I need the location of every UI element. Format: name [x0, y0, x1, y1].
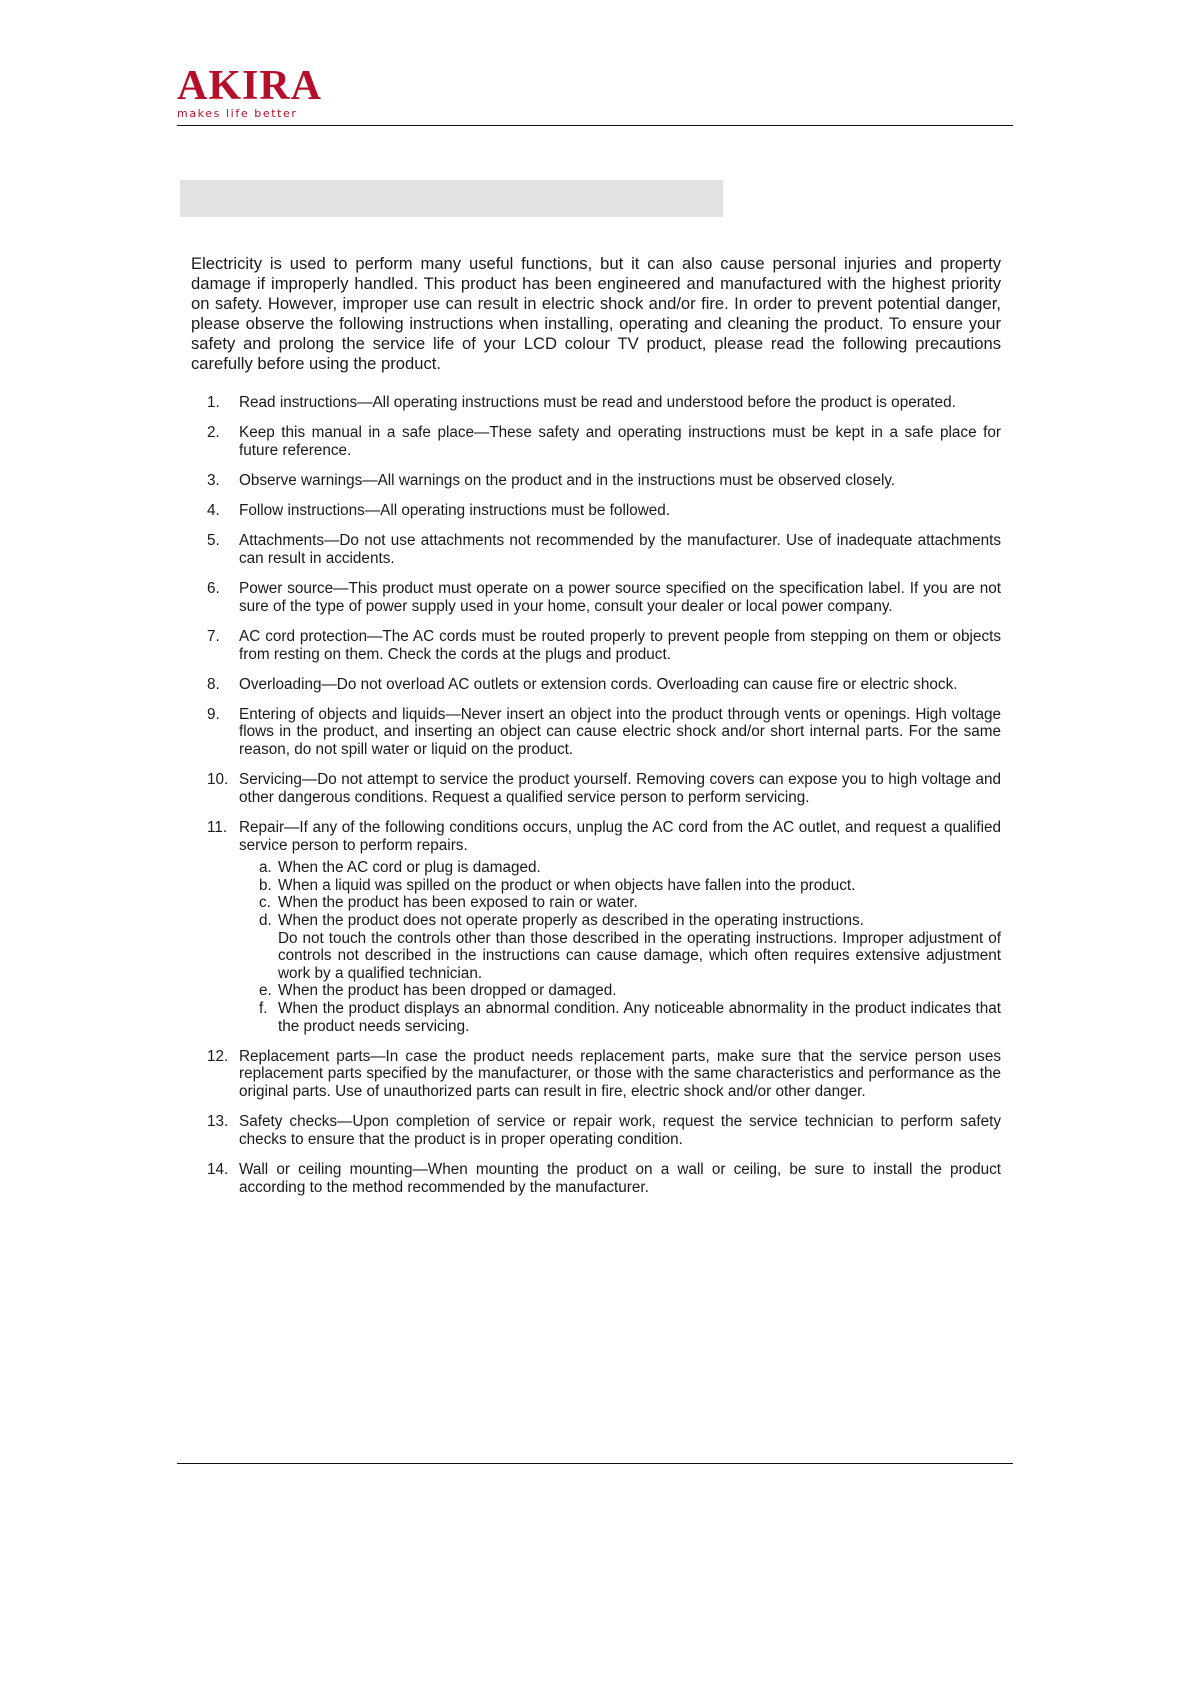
sublist-item: [239, 982, 1001, 1000]
item-text: Wall or ceiling mounting—When mounting the product on a wall or ceiling, be sure to install the product according to the method recommended by the manufacturer.: [239, 1160, 1001, 1196]
section-title-bar: [180, 180, 723, 217]
item-number: 12.: [207, 1047, 229, 1065]
item-text: Power source—This product must operate on a power source specified on the specification label. If you are not sure of the type of power supply used in your home, consult your dealer or local power company.: [239, 580, 1001, 615]
intro-paragraph: Electricity is used to perform many useful functions, but it can also cause personal injuries and property damage if improperly handled. This product has been engineered and manufactured with the highest priority on safety. However, improper use can result in electric shock and/or fire. In order to prevent potential danger, please observe the following instructions when installing, operating and cleaning the product. To ensure your safety and prolong the service life of your LCD colour TV product, please read the following precautions carefully before using the product.: [191, 254, 1001, 373]
sub-text: When a liquid was spilled on the product or when objects have fallen into the product.: [278, 876, 856, 894]
sub-letter: d.: [259, 912, 272, 929]
item-text: Overloading—Do not overload AC outlets or extension cords. Overloading can cause fire or electric shock.: [239, 675, 958, 693]
brand-logo: [177, 63, 357, 120]
repair-conditions-list: [239, 859, 1001, 1035]
sub-text: When the product has been exposed to rain or water.: [278, 894, 638, 912]
sub-text: When the product has been dropped or damaged.: [278, 982, 617, 1000]
item-number: 5.: [207, 532, 220, 550]
item-number: 11.: [207, 819, 228, 837]
sublist-item: [239, 894, 1001, 912]
item-text: Replacement parts—In case the product needs replacement parts, make sure that the service person uses replacement parts specified by the manufacturer, or those with the same characteristics and performance as the original parts. Use of unauthorized parts can result in fire, electric shock and/or other danger.: [239, 1047, 1001, 1100]
list-item: [207, 424, 1001, 459]
item-number: 4.: [207, 502, 220, 520]
sublist-item: [239, 1000, 1001, 1035]
sub-letter: a.: [259, 859, 272, 877]
sub-text: When the product does not operate properly as described in the operating instructions.: [278, 912, 864, 929]
footer-rule: [177, 1463, 1013, 1464]
safety-instructions-list: [207, 394, 1001, 1209]
header-rule: [177, 125, 1013, 126]
item-text: Repair—If any of the following conditions occurs, unplug the AC cord from the AC outlet, and request a qualified service person to perform repairs.: [239, 819, 1001, 854]
item-text: Attachments—Do not use attachments not recommended by the manufacturer. Use of inadequate attachments can result in accidents.: [239, 532, 1001, 567]
item-number: 10.: [207, 771, 229, 789]
sub-text: When the product displays an abnormal condition. Any noticeable abnormality in the product indicates that the product needs servicing.: [278, 999, 1001, 1035]
item-text: AC cord protection—The AC cords must be routed properly to prevent people from stepping on them or objects from resting on them. Check the cords at the plugs and product.: [239, 627, 1001, 663]
list-item: [207, 1161, 1001, 1196]
list-item: [207, 676, 1001, 694]
list-item: [207, 771, 1001, 806]
item-number: 14.: [207, 1160, 229, 1178]
item-number: 6.: [207, 580, 220, 598]
item-text: Follow instructions—All operating instructions must be followed.: [239, 502, 671, 520]
list-item: [207, 580, 1001, 615]
sub-letter: e.: [259, 982, 272, 1000]
sublist-item: [239, 877, 1001, 895]
list-item: [207, 394, 1001, 412]
sub-letter: f.: [259, 999, 268, 1017]
item-text: Safety checks—Upon completion of service or repair work, request the service technician to perform safety checks to ensure that the product is in proper operating condition.: [239, 1113, 1001, 1148]
sublist-item: [239, 912, 1001, 982]
item-text: Keep this manual in a safe place—These safety and operating instructions must be kept in a safe place for future reference.: [239, 424, 1001, 459]
sublist-item: [239, 859, 1001, 877]
item-text: Read instructions—All operating instructions must be read and understood before the product is operated.: [239, 394, 956, 411]
list-item: [207, 819, 1001, 1035]
item-text: Observe warnings—All warnings on the product and in the instructions must be observed closely.: [239, 471, 896, 489]
item-number: 1.: [207, 394, 220, 411]
list-item: [207, 532, 1001, 567]
sub-letter: b.: [259, 876, 272, 894]
sub-note: Do not touch the controls other than those described in the operating instructions. Improper adjustment of controls not described in the instructions can cause damage, which often requires extensive adjustment work by a qualified technician.: [278, 929, 1001, 982]
list-item: [207, 1113, 1001, 1148]
sub-text: When the AC cord or plug is damaged.: [278, 859, 541, 877]
item-number: 8.: [207, 675, 220, 693]
item-text: Servicing—Do not attempt to service the product yourself. Removing covers can expose you to high voltage and other dangerous conditions. Request a qualified service person to perform servicing.: [239, 771, 1001, 806]
item-number: 3.: [207, 471, 220, 489]
logo-wordmark: AKIRA: [177, 63, 323, 109]
logo-tagline: makes life better: [177, 107, 298, 120]
item-number: 9.: [207, 705, 220, 723]
list-item: [207, 706, 1001, 759]
item-number: 7.: [207, 627, 220, 645]
item-number: 2.: [207, 424, 220, 442]
list-item: [207, 472, 1001, 490]
list-item: [207, 1048, 1001, 1101]
item-text: Entering of objects and liquids—Never insert an object into the product through vents or openings. High voltage flows in the product, and inserting an object can cause electric shock and/or short internal parts. For the same reason, do not spill water or liquid on the product.: [239, 705, 1001, 759]
item-number: 13.: [207, 1113, 229, 1131]
list-item: [207, 628, 1001, 663]
sub-letter: c.: [259, 894, 271, 912]
list-item: [207, 502, 1001, 520]
